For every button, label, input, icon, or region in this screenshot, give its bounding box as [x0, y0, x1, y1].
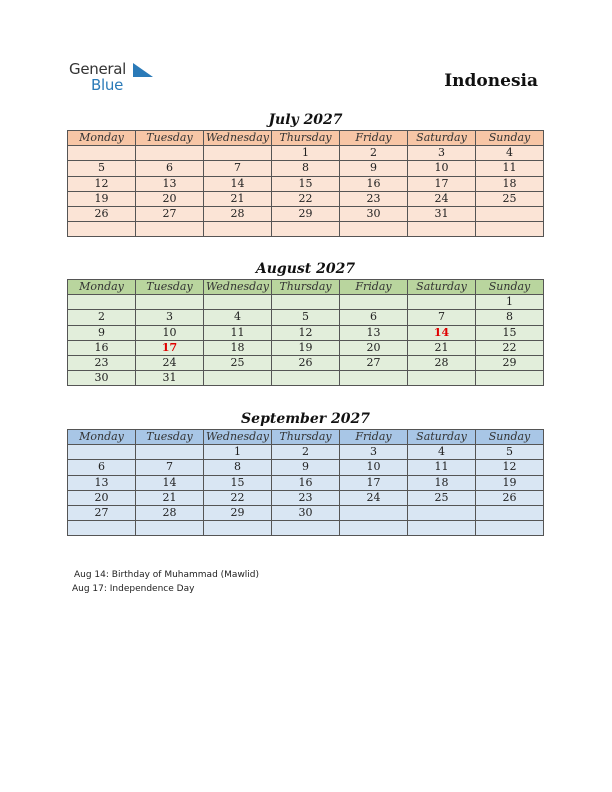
day-cell: 6	[136, 161, 204, 176]
day-cell: 14	[408, 325, 476, 340]
day-cell: 26	[68, 206, 136, 221]
month-title: August 2027	[255, 261, 356, 277]
day-cell: 11	[408, 460, 476, 475]
weekday-header: Thursday	[272, 131, 340, 146]
empty-day-cell	[204, 295, 272, 310]
day-cell: 16	[272, 475, 340, 490]
weekday-header: Tuesday	[136, 430, 204, 445]
week-row	[68, 206, 544, 221]
empty-day-cell	[204, 146, 272, 161]
day-cell: 22	[476, 340, 544, 355]
day-cell: 9	[68, 325, 136, 340]
weekday-header: Sunday	[476, 430, 544, 445]
weekday-header: Saturday	[408, 280, 476, 295]
weekday-header: Tuesday	[136, 131, 204, 146]
day-cell: 17	[408, 176, 476, 191]
empty-day-cell	[476, 222, 544, 237]
month-calendar-july	[67, 111, 544, 237]
country-title: Indonesia	[444, 71, 538, 91]
day-cell: 2	[68, 310, 136, 325]
day-cell: 9	[272, 460, 340, 475]
triangle-flag-icon	[133, 63, 155, 77]
empty-day-cell	[340, 521, 408, 536]
day-cell: 26	[476, 490, 544, 505]
day-cell: 20	[340, 340, 408, 355]
weekday-header-row	[68, 280, 544, 295]
day-cell: 30	[272, 505, 340, 520]
day-cell: 19	[68, 191, 136, 206]
empty-day-cell	[272, 521, 340, 536]
weekday-header: Sunday	[476, 280, 544, 295]
empty-day-cell	[204, 371, 272, 386]
day-cell: 21	[204, 191, 272, 206]
day-cell: 15	[476, 325, 544, 340]
weekday-header: Wednesday	[204, 430, 272, 445]
weekday-header-row	[68, 430, 544, 445]
week-row	[68, 355, 544, 370]
day-cell: 2	[272, 445, 340, 460]
day-cell: 5	[68, 161, 136, 176]
month-title: July 2027	[268, 112, 343, 128]
day-cell: 24	[136, 355, 204, 370]
day-cell: 4	[204, 310, 272, 325]
day-cell: 4	[476, 146, 544, 161]
weekday-header: Friday	[340, 280, 408, 295]
day-cell: 6	[68, 460, 136, 475]
weekday-header: Sunday	[476, 131, 544, 146]
week-row	[68, 325, 544, 340]
holiday-note: Aug 17: Independence Day	[72, 584, 195, 594]
holiday-notes	[74, 568, 259, 596]
day-cell: 29	[204, 505, 272, 520]
empty-day-cell	[272, 295, 340, 310]
day-cell: 15	[204, 475, 272, 490]
empty-day-cell	[408, 521, 476, 536]
empty-day-cell	[136, 445, 204, 460]
day-cell: 7	[408, 310, 476, 325]
day-cell: 7	[136, 460, 204, 475]
week-row	[68, 310, 544, 325]
empty-day-cell	[340, 505, 408, 520]
week-row	[68, 146, 544, 161]
week-row	[68, 340, 544, 355]
day-cell: 18	[408, 475, 476, 490]
day-cell: 6	[340, 310, 408, 325]
day-cell: 12	[272, 325, 340, 340]
day-cell: 7	[204, 161, 272, 176]
day-cell: 11	[476, 161, 544, 176]
day-cell: 10	[340, 460, 408, 475]
day-cell: 2	[340, 146, 408, 161]
empty-day-cell	[272, 371, 340, 386]
day-cell: 28	[204, 206, 272, 221]
week-row	[68, 371, 544, 386]
month-calendar-august	[67, 260, 544, 386]
weekday-header: Monday	[68, 131, 136, 146]
day-cell: 11	[204, 325, 272, 340]
day-cell: 27	[136, 206, 204, 221]
day-cell: 27	[340, 355, 408, 370]
month-title: September 2027	[241, 411, 370, 427]
day-cell: 24	[340, 490, 408, 505]
week-row	[68, 460, 544, 475]
empty-day-cell	[204, 521, 272, 536]
week-row	[68, 191, 544, 206]
day-cell: 1	[272, 146, 340, 161]
day-cell: 13	[68, 475, 136, 490]
empty-day-cell	[476, 206, 544, 221]
weekday-header: Wednesday	[204, 131, 272, 146]
day-cell: 18	[204, 340, 272, 355]
weekday-header: Friday	[340, 430, 408, 445]
day-cell: 21	[136, 490, 204, 505]
empty-day-cell	[68, 521, 136, 536]
day-cell: 31	[408, 206, 476, 221]
day-cell: 3	[408, 146, 476, 161]
day-cell: 8	[476, 310, 544, 325]
weekday-header: Tuesday	[136, 280, 204, 295]
empty-day-cell	[340, 295, 408, 310]
day-cell: 23	[340, 191, 408, 206]
day-cell: 29	[272, 206, 340, 221]
weekday-header: Thursday	[272, 280, 340, 295]
day-cell: 17	[136, 340, 204, 355]
empty-day-cell	[408, 371, 476, 386]
day-cell: 20	[68, 490, 136, 505]
day-cell: 16	[340, 176, 408, 191]
week-row	[68, 475, 544, 490]
empty-day-cell	[68, 222, 136, 237]
day-cell: 20	[136, 191, 204, 206]
day-cell: 3	[340, 445, 408, 460]
empty-day-cell	[340, 222, 408, 237]
empty-day-cell	[340, 371, 408, 386]
weekday-header: Saturday	[408, 131, 476, 146]
day-cell: 13	[136, 176, 204, 191]
day-cell: 25	[408, 490, 476, 505]
empty-day-cell	[68, 146, 136, 161]
week-row	[68, 521, 544, 536]
week-row	[68, 490, 544, 505]
empty-day-cell	[408, 295, 476, 310]
day-cell: 8	[272, 161, 340, 176]
day-cell: 16	[68, 340, 136, 355]
month-calendar-september	[67, 410, 544, 536]
empty-day-cell	[136, 222, 204, 237]
day-cell: 8	[204, 460, 272, 475]
week-row	[68, 445, 544, 460]
empty-day-cell	[476, 371, 544, 386]
calendar-table	[67, 429, 544, 536]
weekday-header: Monday	[68, 430, 136, 445]
day-cell: 23	[68, 355, 136, 370]
day-cell: 26	[272, 355, 340, 370]
weekday-header: Friday	[340, 131, 408, 146]
day-cell: 30	[68, 371, 136, 386]
day-cell: 28	[136, 505, 204, 520]
day-cell: 1	[204, 445, 272, 460]
empty-day-cell	[272, 222, 340, 237]
week-row	[68, 176, 544, 191]
day-cell: 14	[204, 176, 272, 191]
week-row	[68, 222, 544, 237]
day-cell: 12	[68, 176, 136, 191]
empty-day-cell	[136, 146, 204, 161]
empty-day-cell	[476, 521, 544, 536]
day-cell: 28	[408, 355, 476, 370]
day-cell: 12	[476, 460, 544, 475]
day-cell: 19	[272, 340, 340, 355]
week-row	[68, 505, 544, 520]
day-cell: 10	[136, 325, 204, 340]
generalblue-logo	[69, 60, 159, 96]
day-cell: 18	[476, 176, 544, 191]
calendar-table	[67, 279, 544, 386]
day-cell: 4	[408, 445, 476, 460]
empty-day-cell	[408, 505, 476, 520]
day-cell: 21	[408, 340, 476, 355]
day-cell: 5	[272, 310, 340, 325]
day-cell: 1	[476, 295, 544, 310]
day-cell: 19	[476, 475, 544, 490]
empty-day-cell	[204, 222, 272, 237]
day-cell: 27	[68, 505, 136, 520]
day-cell: 10	[408, 161, 476, 176]
empty-day-cell	[68, 445, 136, 460]
weekday-header: Wednesday	[204, 280, 272, 295]
holiday-note: Aug 14: Birthday of Muhammad (Mawlid)	[74, 570, 260, 580]
weekday-header: Thursday	[272, 430, 340, 445]
empty-day-cell	[408, 222, 476, 237]
day-cell: 5	[476, 445, 544, 460]
day-cell: 25	[204, 355, 272, 370]
empty-day-cell	[476, 505, 544, 520]
day-cell: 24	[408, 191, 476, 206]
week-row	[68, 295, 544, 310]
day-cell: 14	[136, 475, 204, 490]
day-cell: 9	[340, 161, 408, 176]
day-cell: 23	[272, 490, 340, 505]
day-cell: 3	[136, 310, 204, 325]
day-cell: 13	[340, 325, 408, 340]
logo-word-blue: Blue	[91, 76, 123, 94]
day-cell: 29	[476, 355, 544, 370]
empty-day-cell	[136, 521, 204, 536]
day-cell: 17	[340, 475, 408, 490]
empty-day-cell	[136, 295, 204, 310]
day-cell: 30	[340, 206, 408, 221]
day-cell: 22	[204, 490, 272, 505]
day-cell: 25	[476, 191, 544, 206]
weekday-header: Monday	[68, 280, 136, 295]
day-cell: 15	[272, 176, 340, 191]
day-cell: 31	[136, 371, 204, 386]
weekday-header: Saturday	[408, 430, 476, 445]
week-row	[68, 161, 544, 176]
weekday-header-row	[68, 131, 544, 146]
calendar-table	[67, 130, 544, 237]
logo-word-general: General	[69, 60, 127, 78]
day-cell: 22	[272, 191, 340, 206]
empty-day-cell	[68, 295, 136, 310]
